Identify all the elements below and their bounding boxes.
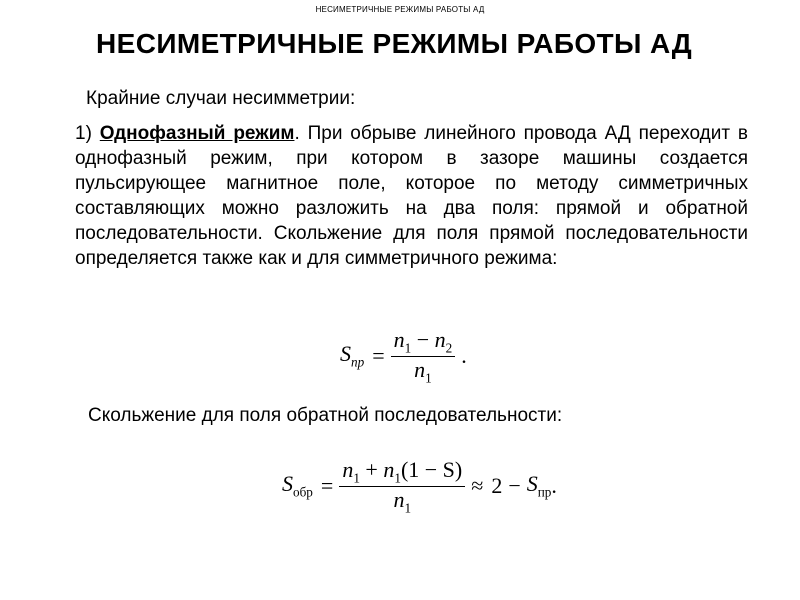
formula2-num: n xyxy=(342,457,354,482)
formula2-denominator xyxy=(390,487,414,516)
header-small-title: НЕСИМЕТРИЧНЫЕ РЕЖИМЫ РАБОТЫ АД xyxy=(315,5,485,14)
formula1-equals: = xyxy=(372,343,385,369)
item-number: 1) xyxy=(75,123,92,144)
formula2-end: . xyxy=(551,473,557,499)
formula-reverse-slip xyxy=(282,457,557,515)
slide-title: НЕСИМЕТРИЧНЫЕ РЕЖИМЫ РАБОТЫ АД xyxy=(96,28,693,59)
formula2-paren: (1 − S) xyxy=(400,457,463,482)
formula1-num-a-sub: 1 xyxy=(404,340,412,356)
formula2-rhs xyxy=(527,471,552,500)
formula2-den-sub: 1 xyxy=(404,499,412,515)
formula1-fraction xyxy=(391,327,456,385)
formula1-lhs xyxy=(340,341,364,370)
formula2-approx: ≈ xyxy=(471,473,484,499)
formula2-numerator xyxy=(339,457,465,486)
formula2-rhs-var: S xyxy=(526,471,538,497)
formula1-denominator xyxy=(411,357,435,386)
formula2-num-sub: 1 xyxy=(353,470,360,486)
formula2-minus: − xyxy=(508,473,521,499)
formula1-num-a: n xyxy=(393,327,405,352)
paragraph-text: . При обрыве линейного провода АД переходит в однофазный режим, при котором в зазоре машины создается пульсирующее магнитное поле, которое по методу симметричных составляющих можно разложить на два поля: прямой и обратной последовательности. Скольжение для поля прямой последовательности определяется также как и для симметричного режима: xyxy=(75,123,748,269)
formula1-end: . xyxy=(461,343,467,369)
formula1-num-b-sub: 2 xyxy=(445,340,453,356)
formula1-num-b: n xyxy=(434,327,446,352)
formula1-den: n xyxy=(414,356,426,382)
formula2-lhs-sub: обр xyxy=(293,484,313,500)
formula2-num2-sub: 1 xyxy=(394,470,401,486)
paragraph-single-phase xyxy=(75,121,748,271)
formula1-numerator xyxy=(391,327,456,356)
formula2-lhs xyxy=(282,471,313,500)
formula-forward-slip xyxy=(340,327,467,385)
formula1-lhs-var: S xyxy=(340,341,351,367)
formula1-lhs-sub: пр xyxy=(351,354,365,370)
formula2-fraction xyxy=(339,457,465,515)
formula2-two: 2 xyxy=(491,473,503,499)
formula1-den-sub: 1 xyxy=(425,369,432,385)
reverse-slip-label: Скольжение для поля обратной последовательности: xyxy=(88,405,563,426)
intro-text: Крайние случаи несимметрии: xyxy=(86,88,356,109)
formula2-plus: + xyxy=(365,457,378,482)
formula2-equals: = xyxy=(320,473,334,499)
formula2-rhs-sub: пр xyxy=(537,484,552,500)
term-single-phase: Однофазный режим xyxy=(99,123,295,144)
formula1-minus: − xyxy=(416,327,430,352)
formula2-den: n xyxy=(393,486,405,512)
formula2-num2: n xyxy=(383,457,395,482)
formula2-lhs-var: S xyxy=(282,471,293,497)
